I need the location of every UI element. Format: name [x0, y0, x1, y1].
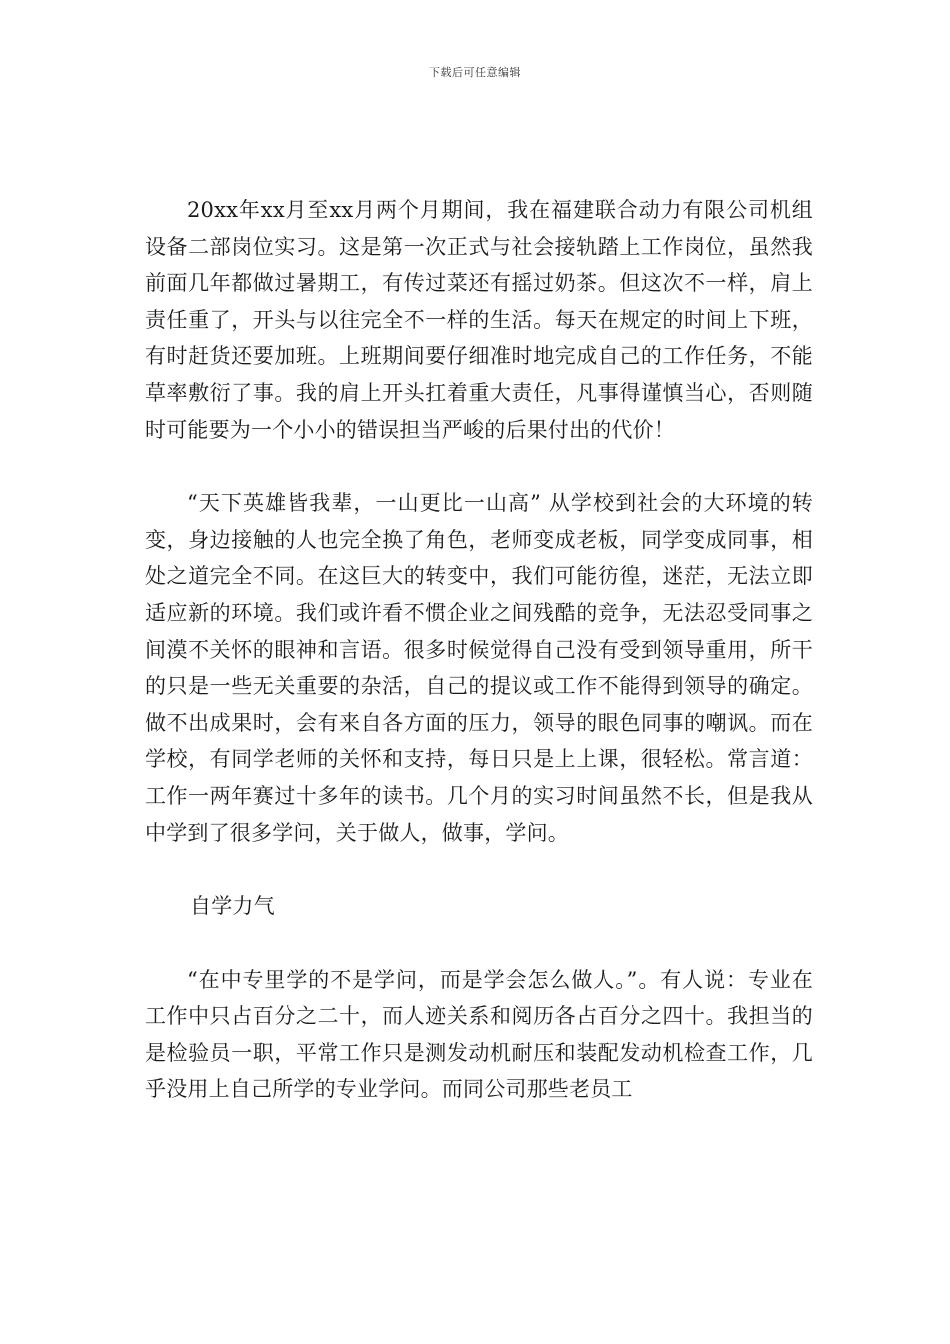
section-heading: 自学力气: [190, 894, 275, 919]
paragraph-learning: “在中专里学的不是学问，而是学会怎么做人。”。有人说：专业在工作中只占百分之二十，而人迹关系和阅历各占百分之四十。我担当的是检验员一职，平常工作只是测发动机耐压和装配发动机检查工作，几乎没用上自己所学的专业学问。而同公司那些老员工: [145, 967, 813, 1102]
document-body: [145, 192, 813, 1108]
paragraph-internship-intro: 20xx年xx月至xx月两个月期间，我在福建联合动力有限公司机组设备二部岗位实习。这是第一次正式与社会接轨踏上工作岗位，虽然我前面几年都做过暑期工，有传过菜还有摇过奶茶。但这次不一样，肩上责任重了，开头与以往完全不一样的生活。每天在规定的时间上下班，有时赶货还要加班。上班期间要仔细准时地完成自己的工作任务，不能草率敷衍了事。我的肩上开头扛着重大责任，凡事得谨慎当心，否则随时可能要为一个小小的错误担当严峻的后果付出的代价！: [145, 198, 813, 442]
paragraph-environment-change: “天下英雄皆我辈，一山更比一山高” 从学校到社会的大环境的转变，身边接触的人也完全换了角色，老师变成老板，同学变成同事，相处之道完全不同。在这巨大的转变中，我们可能彷徨，迷茫，无法立即适应新的环境。我们或许看不惯企业之间残酷的竞争，无法忍受同事之间漠不关怀的眼神和言语。很多时候觉得自己没有受到领导重用，所干的只是一些无关重要的杂活，自己的提议或工作不能得到领导的确定。做不出成果时，会有来自各方面的压力，领导的眼色同事的嘲讽。而在学校，有同学老师的关怀和支持，每日只是上上课，很轻松。常言道：工作一两年赛过十多年的读书。几个月的实习时间虽然不长，但是我从中学到了很多学问，关于做人，做事，学问。: [145, 491, 813, 845]
page-header-note: 下载后可任意编辑: [429, 66, 521, 79]
